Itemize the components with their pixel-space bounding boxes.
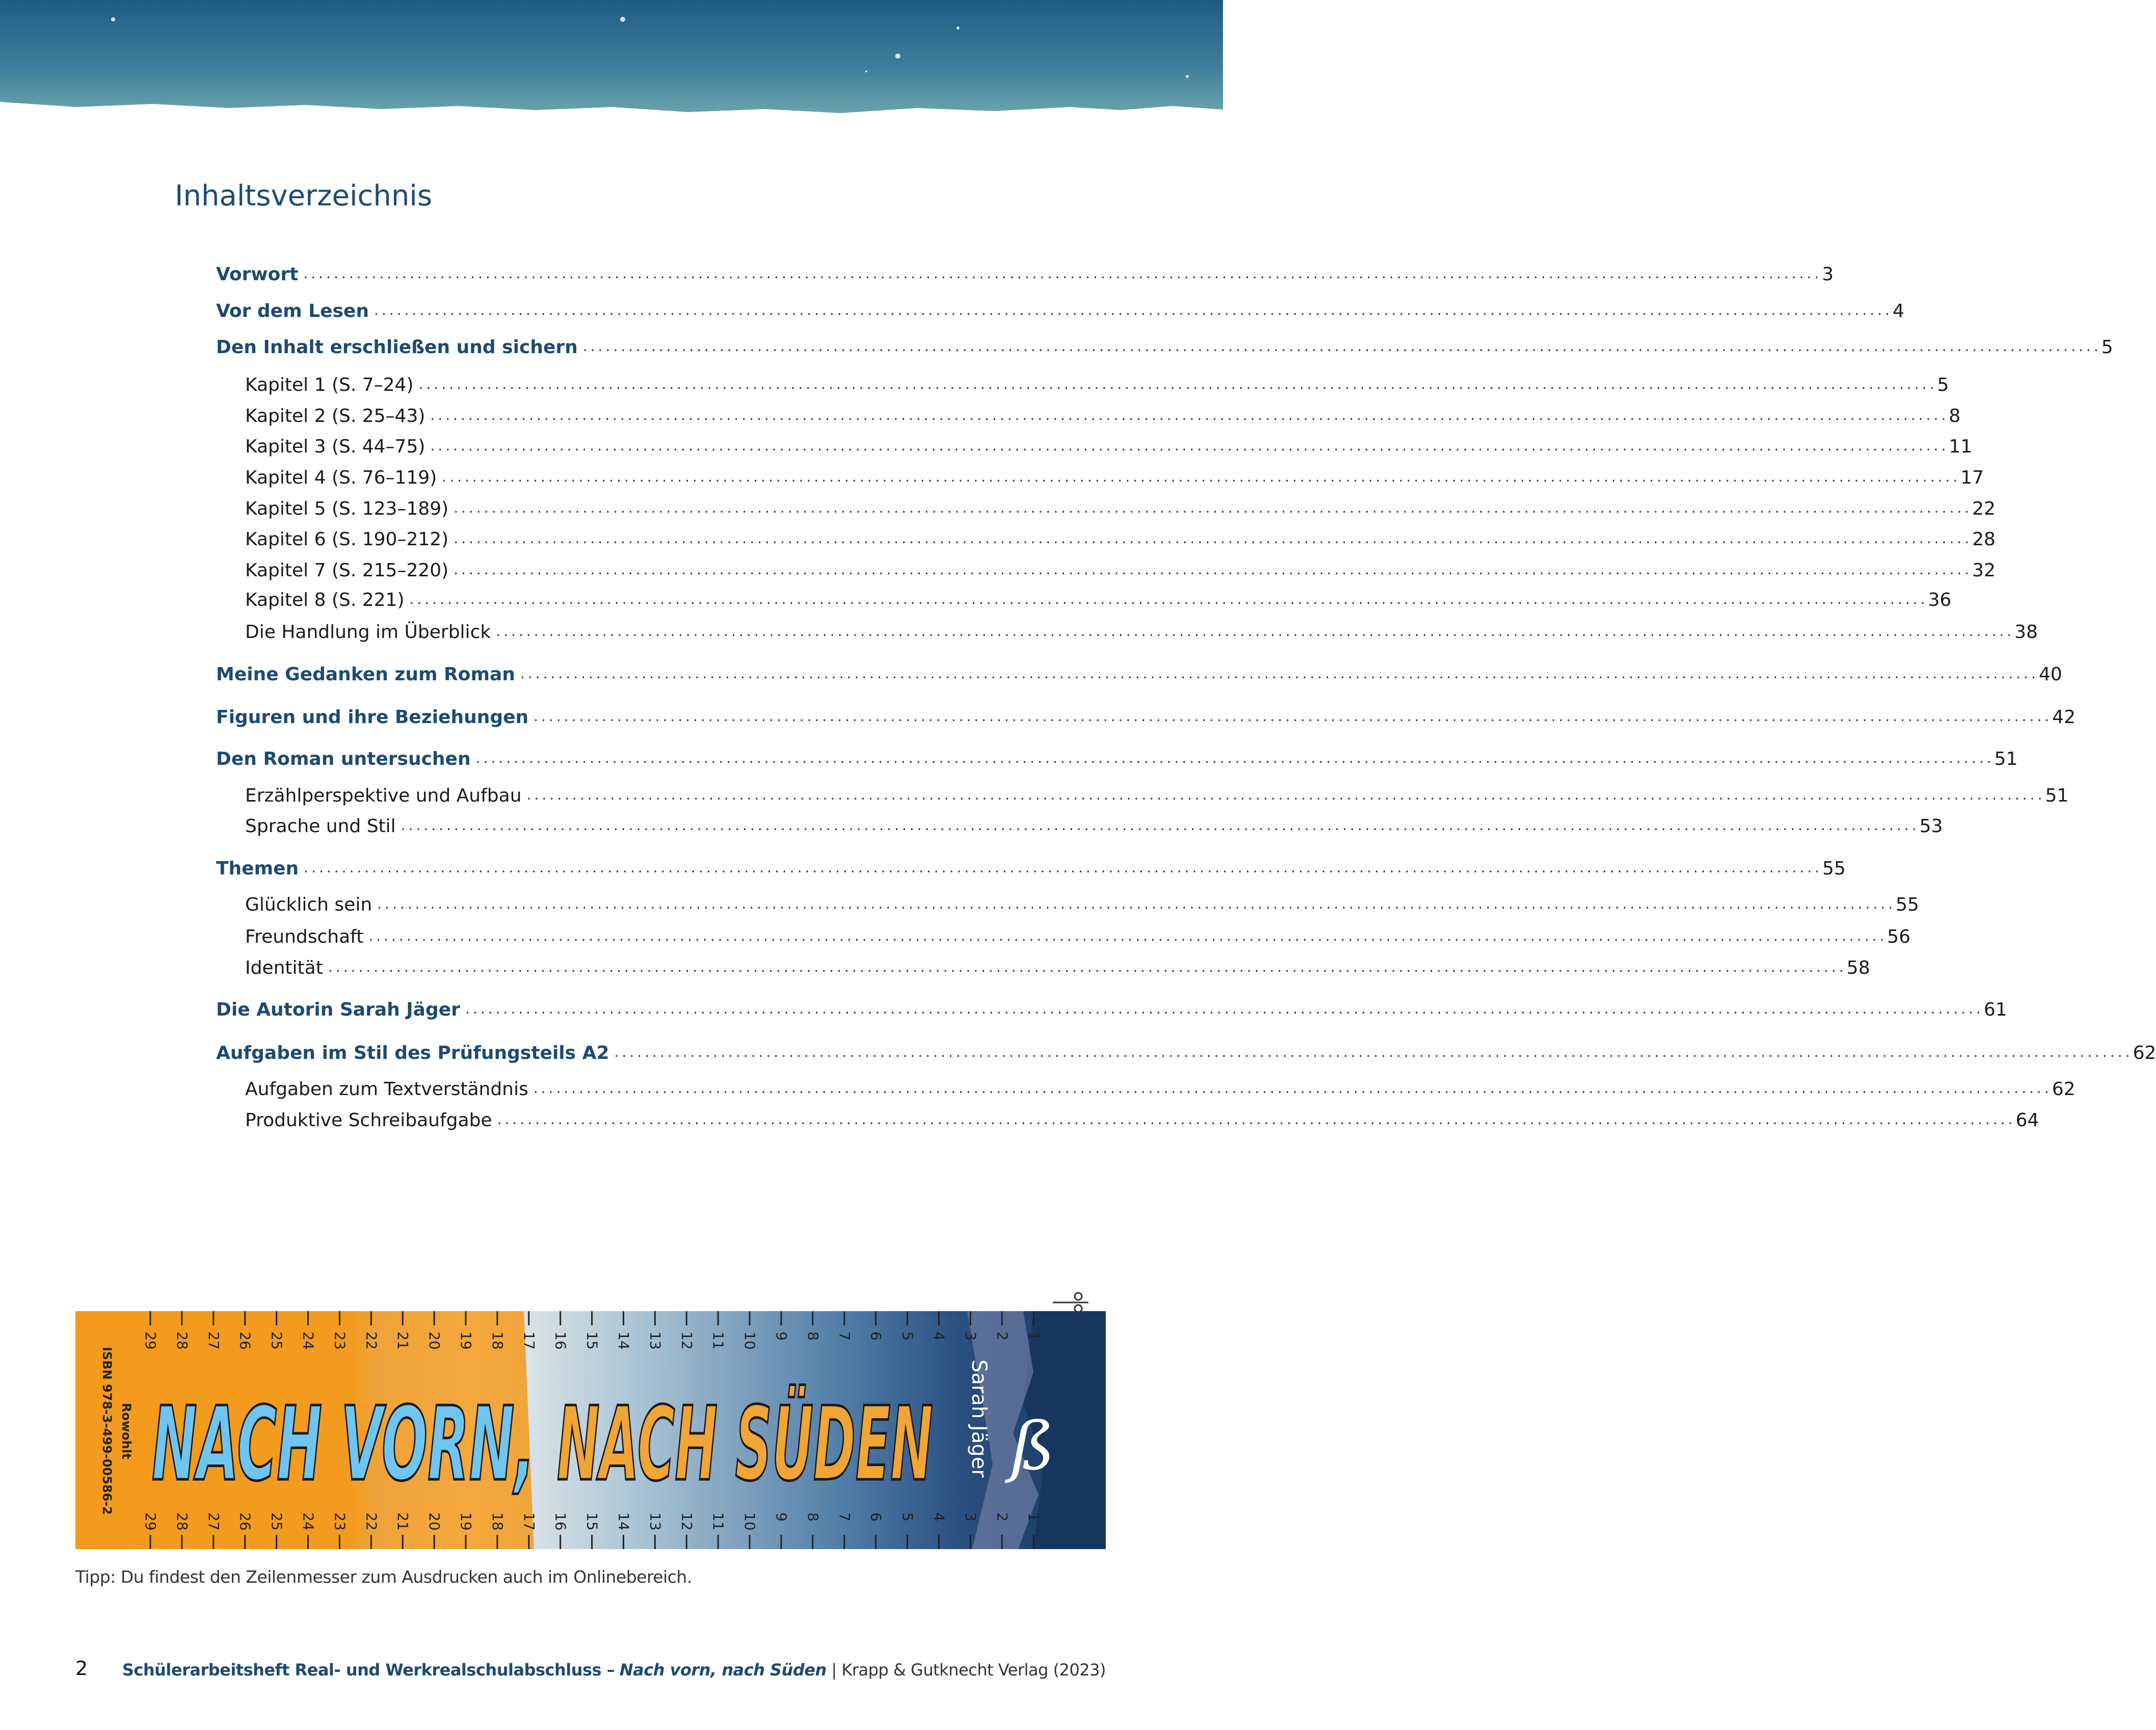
toc-entry-label: Aufgaben im Stil des Prüfungsteils A2: [216, 1043, 609, 1063]
line-number: 27: [205, 1332, 222, 1350]
toc-entry-page: 56: [1887, 926, 1911, 947]
line-number: 18: [489, 1332, 506, 1350]
toc-entry[interactable]: [245, 811, 1943, 837]
line-number: 2: [994, 1512, 1011, 1522]
dot-leader: ........................................................................................................................................................................................................: [526, 786, 2045, 803]
line-number: 15: [583, 1512, 601, 1531]
footer-book: Nach vorn, nach Süden: [619, 1660, 827, 1680]
toc-entry-page: 51: [2045, 785, 2069, 806]
dot-leader: ........................................................................................................................................................................................................: [409, 591, 1928, 607]
line-number: 8: [804, 1512, 821, 1522]
line-number: 16: [552, 1512, 569, 1531]
line-number: 13: [647, 1512, 664, 1531]
dot-leader: ........................................................................................................................................................................................................: [454, 499, 1973, 516]
toc-entry-page: 55: [1822, 858, 1846, 879]
toc-entry[interactable]: [216, 296, 1904, 322]
toc-entry-label: Identität: [245, 957, 323, 978]
toc-entry[interactable]: [245, 432, 1973, 457]
dot-leader: ........................................................................................................................................................................................................: [520, 665, 2039, 682]
toc-entry[interactable]: [216, 659, 2062, 685]
line-number: 6: [867, 1512, 885, 1522]
line-number: 11: [710, 1332, 727, 1350]
line-number: 8: [804, 1332, 821, 1341]
scissors-icon[interactable]: [1053, 1290, 1088, 1313]
dot-leader: ........................................................................................................................................................................................................: [401, 817, 1920, 834]
line-number: 1: [1025, 1512, 1043, 1522]
toc-entry-label: Meine Gedanken zum Roman: [216, 664, 515, 685]
toc-entry-label: Kapitel 5 (S. 123–189): [245, 498, 449, 519]
line-number: 23: [331, 1332, 349, 1350]
toc-entry-page: 53: [1919, 816, 1943, 837]
line-number: 29: [142, 1332, 159, 1350]
line-number: 12: [678, 1512, 696, 1531]
line-number: 6: [867, 1332, 885, 1341]
page-number: 2: [75, 1657, 88, 1680]
line-number: 27: [205, 1512, 222, 1531]
toc-entry-label: Kapitel 4 (S. 76–119): [245, 467, 437, 488]
toc-entry[interactable]: [245, 953, 1870, 978]
isbn-text: ISBN 978-3-499-00586-2: [100, 1347, 114, 1515]
line-number: 14: [615, 1512, 632, 1531]
dot-leader: ........................................................................................................................................................................................................: [303, 265, 1822, 282]
toc-entry-page: 38: [2014, 622, 2038, 643]
dot-leader: ........................................................................................................................................................................................................: [475, 750, 1994, 766]
dot-leader: ........................................................................................................................................................................................................: [430, 407, 1949, 423]
publisher-logo-icon: ß: [1010, 1407, 1055, 1485]
toc-entry-page: 11: [1949, 436, 1973, 457]
toc-entry-page: 8: [1949, 406, 1961, 427]
line-number: 28: [173, 1332, 191, 1350]
toc-entry-page: 58: [1846, 957, 1870, 978]
line-number: 4: [930, 1332, 948, 1341]
toc-entry[interactable]: [216, 744, 2018, 769]
line-number: 2: [994, 1332, 1011, 1341]
line-number: 24: [300, 1512, 317, 1531]
toc-entry[interactable]: [216, 854, 1846, 879]
line-number: 4: [930, 1512, 948, 1522]
dot-leader: ........................................................................................................................................................................................................: [454, 530, 1973, 547]
toc-entry-page: 42: [2052, 707, 2076, 728]
toc-entry-page: 62: [2133, 1043, 2156, 1063]
toc-entry-label: Die Handlung im Überblick: [245, 622, 491, 643]
line-number: 25: [268, 1512, 285, 1531]
dot-leader: ........................................................................................................................................................................................................: [304, 859, 1823, 876]
toc-entry-page: 28: [1972, 529, 1996, 550]
footer-publisher: | Krapp & Gutknecht Verlag (2023): [831, 1660, 1106, 1680]
line-number: 11: [710, 1512, 727, 1531]
publisher-text: Rowohlt: [119, 1403, 134, 1459]
line-number: 26: [236, 1332, 254, 1350]
toc-entry-page: 40: [2038, 664, 2062, 685]
toc-entry-page: 51: [1994, 749, 2018, 769]
toc-entry-label: Die Autorin Sarah Jäger: [216, 999, 460, 1020]
line-number: 12: [678, 1332, 696, 1350]
line-number: 19: [458, 1332, 474, 1350]
line-number: 3: [962, 1512, 979, 1522]
tip-text: Tipp: Du findest den Zeilenmesser zum Ausdrucken auch im Onlinebereich.: [75, 1567, 692, 1587]
toc-entry-label: Kapitel 6 (S. 190–212): [245, 529, 449, 550]
toc-entry[interactable]: [216, 259, 1834, 285]
toc-entry-label: Kapitel 1 (S. 7–24): [245, 375, 414, 395]
toc-entry[interactable]: [245, 463, 1984, 488]
line-number: 5: [899, 1332, 916, 1341]
line-number: 18: [489, 1512, 506, 1531]
line-number: 20: [426, 1512, 443, 1531]
line-number: 17: [520, 1332, 538, 1350]
toc-entry-label: Produktive Schreibaufgabe: [245, 1110, 492, 1131]
toc-entry-page: 55: [1896, 894, 1920, 915]
toc-entry[interactable]: [245, 524, 1996, 550]
line-number: 21: [394, 1512, 412, 1531]
line-number: 22: [363, 1332, 380, 1350]
toc-entry[interactable]: [245, 585, 1952, 610]
dot-leader: ........................................................................................................................................................................................................: [496, 623, 2015, 640]
dot-leader: ........................................................................................................................................................................................................: [377, 895, 1896, 912]
toc-entry[interactable]: [245, 781, 2069, 806]
line-number: 22: [363, 1512, 380, 1531]
author-text: Sarah Jäger: [967, 1360, 991, 1478]
toc-entry[interactable]: [216, 332, 2113, 358]
line-number: 25: [268, 1332, 285, 1350]
line-number: 7: [836, 1512, 853, 1522]
line-number: 28: [173, 1512, 191, 1531]
line-number: 5: [899, 1512, 916, 1522]
line-number: 19: [458, 1512, 474, 1531]
line-number: 1: [1025, 1332, 1043, 1341]
toc-entry[interactable]: [216, 1038, 2156, 1063]
toc-entry-label: Vor dem Lesen: [216, 301, 369, 322]
toc-entry-label: Kapitel 8 (S. 221): [245, 590, 405, 610]
dot-leader: ........................................................................................................................................................................................................: [442, 468, 1961, 485]
toc-entry-page: 5: [2101, 337, 2113, 358]
line-number: 10: [741, 1512, 759, 1531]
toc-entry[interactable]: [245, 1074, 2075, 1100]
toc-entry-label: Aufgaben zum Textverständnis: [245, 1079, 528, 1100]
toc-entry-page: 17: [1960, 467, 1984, 488]
toc-entry-label: Freundschaft: [245, 926, 364, 947]
book-title-part1: NACH VORN,: [152, 1384, 535, 1504]
toc-entry-label: Erzählperspektive und Aufbau: [245, 785, 522, 806]
toc-entry-label: Kapitel 3 (S. 44–75): [245, 436, 425, 457]
toc-entry-label: Sprache und Stil: [245, 816, 396, 837]
book-title-part2: NACH SÜDEN: [557, 1385, 934, 1504]
toc-entry-page: 64: [2015, 1110, 2039, 1131]
toc-entry[interactable]: [245, 494, 1996, 519]
toc-entry-label: Kapitel 2 (S. 25–43): [245, 406, 425, 427]
line-number: 9: [773, 1512, 790, 1522]
toc-entry[interactable]: [216, 702, 2076, 728]
toc-entry-page: 32: [1972, 560, 1996, 581]
line-number: 3: [962, 1332, 979, 1341]
footer-series: Schülerarbeitsheft Real- und Werkrealschulabschluss –: [122, 1660, 615, 1680]
line-number: 24: [300, 1332, 317, 1350]
toc-entry-label: Den Roman untersuchen: [216, 749, 471, 769]
line-number: 17: [520, 1512, 538, 1531]
dot-leader: ........................................................................................................................................................................................................: [430, 437, 1949, 454]
dot-leader: ........................................................................................................................................................................................................: [614, 1044, 2133, 1060]
page-title: Inhaltsverzeichnis: [175, 179, 433, 212]
dot-leader: ........................................................................................................................................................................................................: [497, 1111, 2016, 1128]
line-number: 29: [142, 1512, 159, 1531]
toc-entry-page: 61: [1984, 999, 2007, 1020]
line-number: 21: [394, 1332, 412, 1350]
toc-entry[interactable]: [245, 555, 1996, 581]
line-number: 15: [583, 1332, 601, 1350]
line-number: 14: [615, 1332, 632, 1350]
line-number: 23: [331, 1512, 349, 1531]
line-number: 7: [836, 1332, 853, 1341]
toc-entry[interactable]: [245, 890, 1920, 915]
toc-entry-label: Figuren und ihre Beziehungen: [216, 707, 529, 728]
dot-leader: ........................................................................................................................................................................................................: [454, 561, 1973, 578]
dot-leader: ........................................................................................................................................................................................................: [533, 1080, 2052, 1097]
toc-entry-page: 3: [1822, 264, 1834, 285]
night-sky-header: [0, 0, 1223, 117]
dot-leader: ........................................................................................................................................................................................................: [534, 708, 2053, 725]
toc-entry-page: 5: [1937, 375, 1949, 395]
toc-entry-label: Themen: [216, 858, 299, 879]
line-ruler-bookmark: [75, 1311, 1106, 1549]
toc-entry-label: Den Inhalt erschließen und sichern: [216, 337, 578, 358]
toc-entry-page: 4: [1893, 301, 1904, 322]
line-number: 26: [236, 1512, 254, 1531]
toc-entry[interactable]: [245, 922, 1911, 947]
dot-leader: ........................................................................................................................................................................................................: [374, 302, 1893, 318]
line-number: 16: [552, 1332, 569, 1350]
toc-entry-label: Vorwort: [216, 264, 299, 285]
dot-leader: ........................................................................................................................................................................................................: [582, 338, 2101, 355]
toc-entry[interactable]: [245, 401, 1961, 427]
toc-entry-page: 36: [1928, 590, 1952, 610]
toc-entry[interactable]: [216, 995, 2007, 1020]
line-number: 9: [773, 1332, 790, 1341]
footer-credit: [122, 1660, 1106, 1680]
toc-entry[interactable]: [245, 370, 1949, 395]
dot-leader: ........................................................................................................................................................................................................: [328, 959, 1847, 975]
dot-leader: ........................................................................................................................................................................................................: [465, 1000, 1984, 1017]
toc-entry[interactable]: [245, 1105, 2039, 1131]
toc-entry-label: Kapitel 7 (S. 215–220): [245, 560, 449, 581]
toc-entry-label: Glücklich sein: [245, 894, 372, 915]
toc-entry-page: 62: [2052, 1079, 2075, 1100]
dot-leader: ........................................................................................................................................................................................................: [368, 927, 1887, 944]
line-number: 20: [426, 1332, 443, 1350]
toc-entry-page: 22: [1972, 498, 1996, 519]
dot-leader: ........................................................................................................................................................................................................: [418, 376, 1937, 392]
line-number: 10: [741, 1332, 759, 1350]
toc-entry[interactable]: [245, 617, 2038, 643]
line-number: 13: [647, 1332, 664, 1350]
